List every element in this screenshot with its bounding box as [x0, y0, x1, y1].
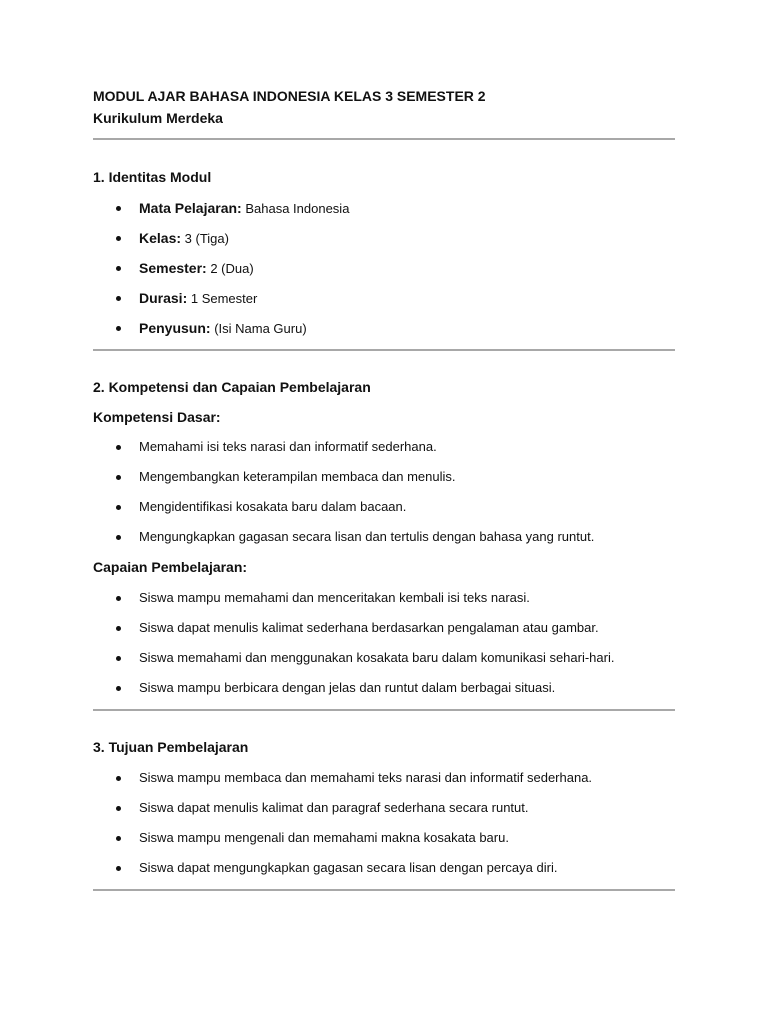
identitas-list: [93, 198, 675, 338]
bullet-icon: [116, 626, 121, 631]
list-item: [93, 228, 675, 248]
bullet-icon: [116, 266, 121, 271]
tujuan-list: [93, 768, 675, 878]
field-value: (Isi Nama Guru): [214, 321, 307, 336]
bullet-icon: [116, 656, 121, 661]
list-item-text: Memahami isi teks narasi dan informatif sederhana.: [139, 439, 437, 454]
section-identitas-modul: [93, 167, 675, 338]
bullet-icon: [116, 296, 121, 301]
section-heading: 2. Kompetensi dan Capaian Pembelajaran: [93, 379, 371, 395]
list-item: [93, 198, 675, 218]
list-item-text: Siswa mampu memahami dan menceritakan kembali isi teks narasi.: [139, 590, 530, 605]
list-item: [93, 288, 675, 308]
sub-heading-kompetensi: Kompetensi Dasar:: [93, 409, 221, 425]
field-value: Bahasa Indonesia: [245, 201, 350, 216]
section-heading: 1. Identitas Modul: [93, 169, 212, 185]
bullet-icon: [116, 776, 121, 781]
bullet-icon: [116, 236, 121, 241]
section-heading: 3. Tujuan Pembelajaran: [93, 739, 249, 755]
field-key: Durasi:: [139, 290, 188, 306]
list-item: [93, 798, 675, 818]
list-item-text: Mengungkapkan gagasan secara lisan dan tertulis dengan bahasa yang runtut.: [139, 529, 595, 544]
bullet-icon: [116, 326, 121, 331]
bullet-icon: [116, 475, 121, 480]
list-item: [93, 318, 675, 338]
list-item: [93, 258, 675, 278]
field-value: 1 Semester: [190, 291, 258, 306]
field-key: Mata Pelajaran:: [139, 200, 242, 216]
divider: [93, 709, 675, 711]
section-kompetensi-capaian: [93, 377, 675, 698]
field-value: 3 (Tiga): [184, 231, 229, 246]
list-item-text: Siswa memahami dan menggunakan kosakata baru dalam komunikasi sehari-hari.: [139, 650, 615, 665]
bullet-icon: [116, 445, 121, 450]
divider: [93, 349, 675, 351]
list-item: [93, 527, 675, 547]
bullet-icon: [116, 535, 121, 540]
bullet-icon: [116, 806, 121, 811]
field-key: Penyusun:: [139, 320, 211, 336]
section-tujuan-pembelajaran: [93, 737, 675, 878]
list-item-text: Siswa mampu berbicara dengan jelas dan runtut dalam berbagai situasi.: [139, 680, 556, 695]
bullet-icon: [116, 505, 121, 510]
list-item: [93, 437, 675, 457]
document-subtitle: Kurikulum Merdeka: [93, 110, 223, 126]
divider: [93, 138, 675, 140]
list-item: [93, 648, 675, 668]
bullet-icon: [116, 836, 121, 841]
list-item: [93, 828, 675, 848]
capaian-list: [93, 588, 675, 698]
bullet-icon: [116, 686, 121, 691]
list-item: [93, 768, 675, 788]
bullet-icon: [116, 596, 121, 601]
field-key: Semester:: [139, 260, 207, 276]
field-key: Kelas:: [139, 230, 182, 246]
list-item: [93, 858, 675, 878]
document-title: MODUL AJAR BAHASA INDONESIA KELAS 3 SEMESTER 2: [93, 88, 486, 104]
bullet-icon: [116, 206, 121, 211]
list-item: [93, 588, 675, 608]
list-item-text: Siswa dapat menulis kalimat dan paragraf sederhana secara runtut.: [139, 800, 529, 815]
list-item-text: Siswa dapat menulis kalimat sederhana berdasarkan pengalaman atau gambar.: [139, 620, 599, 635]
list-item-text: Mengidentifikasi kosakata baru dalam bacaan.: [139, 499, 407, 514]
list-item-text: Siswa dapat mengungkapkan gagasan secara lisan dengan percaya diri.: [139, 860, 558, 875]
list-item: [93, 497, 675, 517]
list-item: [93, 618, 675, 638]
list-item-text: Siswa mampu mengenali dan memahami makna kosakata baru.: [139, 830, 509, 845]
list-item-text: Mengembangkan keterampilan membaca dan menulis.: [139, 469, 456, 484]
bullet-icon: [116, 866, 121, 871]
list-item: [93, 678, 675, 698]
kompetensi-list: [93, 437, 675, 547]
list-item: [93, 467, 675, 487]
field-value: 2 (Dua): [210, 261, 254, 276]
document-page: [93, 86, 675, 891]
divider: [93, 889, 675, 891]
list-item-text: Siswa mampu membaca dan memahami teks narasi dan informatif sederhana.: [139, 770, 593, 785]
sub-heading-capaian: Capaian Pembelajaran:: [93, 559, 248, 575]
